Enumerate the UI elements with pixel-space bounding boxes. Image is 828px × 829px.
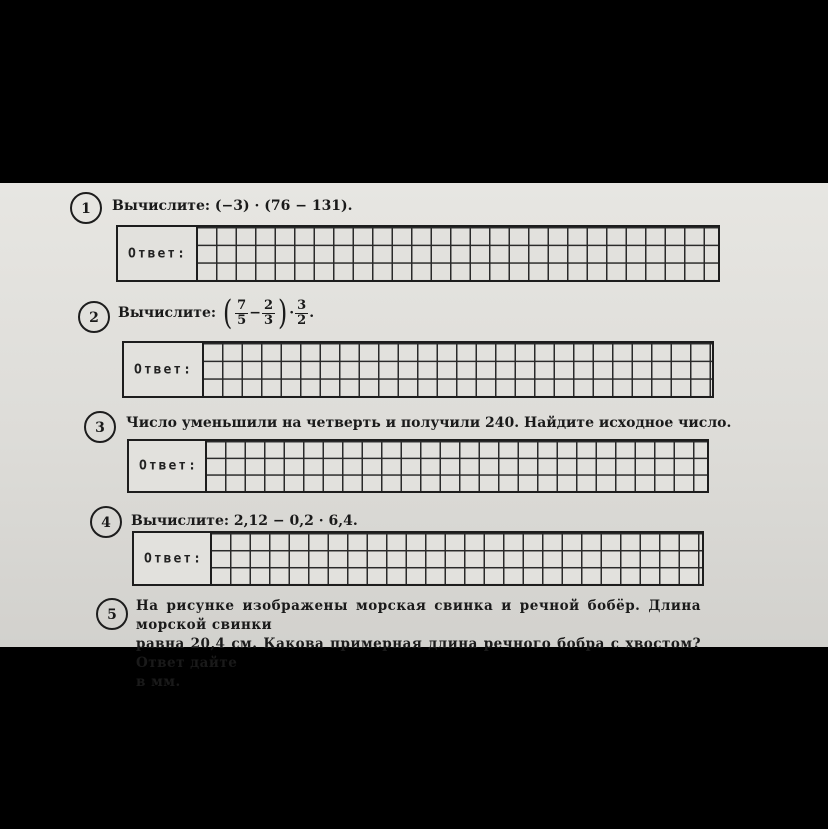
- answer-box-1[interactable]: [116, 225, 720, 282]
- question-2-text: Вычислите: ( $\frac{7}{5}$ − $\frac{2}{3}$ ) · $\frac{3}{2}$ .: [118, 293, 315, 333]
- answer-label: Ответ:: [139, 458, 198, 474]
- question-4-text: Вычислите: 2,12 − 0,2 · 6,4.: [131, 513, 358, 529]
- fraction-2-3: $\frac{2}{3}$: [263, 297, 273, 328]
- question-number-2: 2: [78, 301, 110, 333]
- fraction-3-2: $\frac{3}{2}$: [297, 297, 307, 328]
- answer-label: Ответ:: [144, 551, 203, 566]
- question-number-3: 3: [84, 411, 116, 443]
- answer-label: Ответ:: [128, 246, 187, 261]
- question-number-1: 1: [70, 192, 102, 224]
- question-5-text: На рисунке изображены морская свинка и речной бобёр. Длина морской свинки равна 20,4 см. Какова примерная длина речного бобра с хвостом? Ответ дайте в мм.: [136, 598, 701, 690]
- answer-label: Ответ:: [134, 362, 193, 377]
- question-number-5: 5: [96, 598, 128, 630]
- answer-grid-2[interactable]: [202, 343, 712, 396]
- fraction-7-5: $\frac{7}{5}$: [237, 297, 247, 328]
- answer-grid-4[interactable]: [210, 533, 702, 584]
- worksheet: [0, 183, 828, 690]
- question-number-4: 4: [90, 506, 122, 538]
- answer-box-2[interactable]: [122, 341, 714, 398]
- question-3-text: Число уменьшили на четверть и получили 240. Найдите исходное число.: [126, 415, 732, 431]
- answer-box-3[interactable]: [127, 439, 709, 493]
- question-1-text: Вычислите: (−3) · (76 − 131).: [112, 198, 353, 214]
- answer-box-4[interactable]: [132, 531, 704, 586]
- answer-grid-1[interactable]: [196, 227, 718, 280]
- answer-grid-3[interactable]: [205, 441, 707, 491]
